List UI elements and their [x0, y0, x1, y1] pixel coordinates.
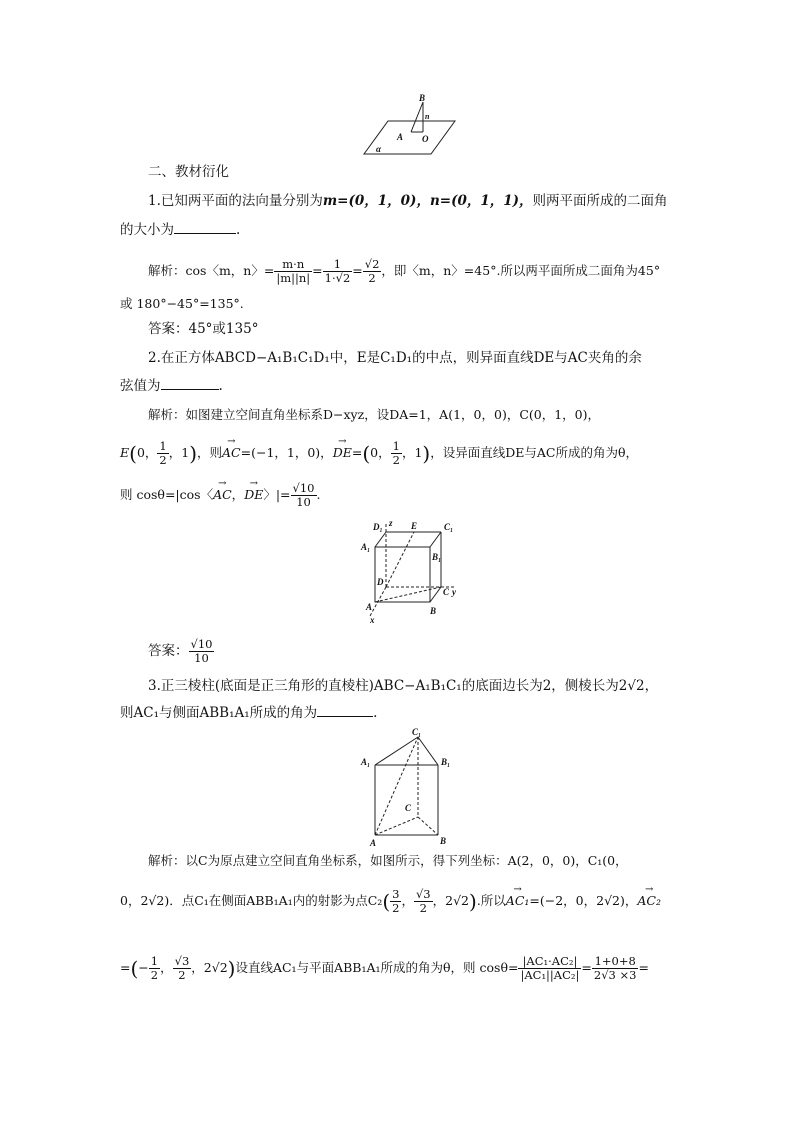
figure-cube: [360, 515, 470, 625]
frac-root2-num: √2: [364, 257, 380, 271]
problem-1-answer: 答案：45°或135°: [148, 321, 259, 337]
answer-blank-1[interactable]: [174, 233, 236, 234]
vector-ac1: → AC₁: [506, 891, 530, 911]
sol2-tail: ，设异面直线DE与AC所成的角为θ，: [430, 445, 638, 460]
svg-text:A: A: [366, 602, 373, 612]
problem-3-solution-line3: =(− $\frac{1}{2}$ ， $\frac{√3}{2}$ ，2√2)设直线AC₁与平面ABB₁A₁所成的角为θ，则 cosθ= $\frac{\text{|AC₁·AC₂|}}{\text{|AC₁||AC₂|}}$ = $\frac{1+0+8}{2√3 \times 3}$ =: [120, 954, 649, 982]
sol2-e-z: 1: [181, 445, 190, 460]
problem-2-answer: 答案： $\frac{√10}{10}$: [148, 637, 213, 665]
label-o: O: [422, 134, 429, 144]
sol2-de-eq: =: [351, 445, 363, 460]
frac-mn-num: m·n: [274, 258, 312, 272]
q3-line2: 则AC₁与侧面ABB₁A₁所成的角为: [120, 705, 318, 721]
svg-text:C: C: [443, 587, 450, 597]
problem-2-solution-line2: E(0， $\frac{1}{2}$ ，1)，则→ AC=(−1，1，0)，→ DE=(0， $\frac{1}{2}$ ，1)，设异面直线DE与AC所成的角为θ，: [120, 440, 638, 467]
sol1-cos: cos〈m，n〉=: [185, 263, 275, 278]
q3-number: 3.: [148, 678, 161, 694]
problem-3-question-line2: 则AC₁与侧面ABB₁A₁所成的角为 .: [120, 705, 378, 721]
answer-blank-3[interactable]: [317, 716, 373, 717]
problem-2-question-line2: 弦值为 .: [120, 378, 223, 394]
vector-ac: → AC: [222, 443, 241, 463]
answer-2-frac: $\frac{√10}{10}$: [190, 637, 213, 665]
q1-n: n=(0，1，1)，: [429, 193, 533, 209]
segment-ab: [411, 102, 423, 132]
problem-1-solution-line2: 或 180°−45°=135°.: [120, 296, 244, 311]
frac-root2: [363, 258, 382, 285]
figure-plane-normal: [360, 90, 460, 160]
problem-1-solution: 解析：cos〈m，n〉= $\frac{m\cdot n}{|m||n|}$ = $\frac{1}{1\cdot√2}$ = $\frac{√2}{2}$ ，即〈m，n〉=45°.所以两平面所成二面角为45°: [148, 257, 661, 285]
frac-cos-vectors: $\frac{\text{|AC₁·AC₂|}}{\text{|AC₁||AC₂|}}$: [520, 954, 580, 982]
frac-neg-half: $\frac{1}{2}$: [150, 954, 159, 982]
q1-line2: 的大小为: [120, 222, 174, 238]
svg-text:D₁: D₁: [373, 522, 383, 532]
svg-text:E: E: [411, 521, 418, 531]
sol1-post: ，即〈m，n〉=45°.所以两平面所成二面角为45°: [381, 263, 661, 278]
sol2-de-x: 0: [370, 445, 379, 460]
sol2-line1: 如图建立空间直角坐标系D−xyz，设DA=1，A(1，0，0)，C(0，1，0)，: [185, 407, 601, 422]
label-n: n: [425, 112, 430, 121]
q2-text: 在正方体ABCD−A₁B₁C₁D₁中，E是C₁D₁的中点，则异面直线DE与AC夹角的余: [160, 350, 642, 366]
frac-half-de: $\frac{1}{2}$: [392, 439, 400, 467]
label-alpha: α: [376, 144, 381, 154]
section-title: 二、教材衍化: [148, 164, 229, 180]
q1-number: 1.: [148, 193, 161, 209]
svg-text:C: C: [405, 803, 412, 813]
vector-de: → DE: [333, 443, 352, 463]
svg-text:C₁: C₁: [444, 522, 454, 532]
vector-ac-2: → AC: [213, 485, 232, 505]
problem-3-solution-line2: 0，2√2)．点C₁在侧面ABB₁A₁内的射影为点C₂( $\frac{3}{2}$ ， $\frac{√3}{2}$ ，2√2).所以→ AC₁=(−2，0，2√2)，→ AC₂: [120, 888, 661, 915]
problem-3-solution-line1: 解析：以C为原点建立空间直角坐标系，如图所示，得下列坐标：A(2，0，0)，C₁(0，: [148, 853, 628, 868]
problem-2-solution-line1: [148, 405, 600, 425]
problem-1-question-line2: 的大小为 .: [120, 222, 241, 238]
frac-one-num: 1: [323, 258, 353, 272]
frac-root10: $\frac{√10}{10}$: [292, 481, 315, 509]
svg-text:A: A: [370, 838, 377, 848]
svg-text:B₁: B₁: [441, 757, 451, 767]
q3-text: 正三棱柱(底面是正三角形的直棱柱)ABC−A₁B₁C₁的底面边长为2，侧棱长为2√2，: [160, 678, 659, 694]
svg-text:z: z: [389, 518, 393, 528]
sol2-label: 解析：: [148, 407, 186, 422]
problem-2-solution-line3: 则 cosθ=|cos〈→ AC，→ DE〉|= $\frac{√10}{10}$ .: [120, 482, 320, 509]
label-a: A: [397, 132, 404, 142]
q2-line2: 弦值为: [120, 378, 161, 394]
segment-de: [386, 532, 414, 587]
frac-mn-den: |m||n|: [276, 271, 311, 285]
svg-text:A₁: A₁: [361, 542, 371, 552]
frac-one: [323, 258, 353, 285]
svg-text:x: x: [370, 615, 375, 625]
sol2-ac-pre: 则: [209, 445, 223, 460]
sol2-cos-pre: 则 cosθ=|cos〈: [120, 487, 214, 502]
frac-half-e: $\frac{1}{2}$: [159, 439, 167, 467]
svg-text:A₁: A₁: [361, 757, 371, 767]
frac-root2-den: 2: [368, 271, 376, 285]
segment-ac1: [375, 737, 418, 835]
svg-text:y: y: [452, 587, 456, 597]
svg-text:B₁: B₁: [432, 552, 442, 562]
sol2-ac-val: =(−1，1，0)，: [240, 445, 333, 460]
sol1-label: 解析：: [148, 263, 186, 278]
vector-ac2: → AC₂: [637, 891, 661, 911]
svg-text:D: D: [377, 577, 384, 587]
sol2-e: E: [120, 445, 130, 460]
svg-text:C₁: C₁: [412, 727, 422, 737]
frac-root3-half-2: $\frac{√3}{2}$: [174, 954, 190, 982]
svg-text:B: B: [430, 606, 437, 616]
frac-one-den: 1·√2: [324, 271, 351, 285]
problem-3-question: [148, 676, 658, 696]
frac-three-halves: $\frac{3}{2}$: [392, 887, 400, 915]
q1-post: 则两平面所成的二面角: [532, 193, 668, 209]
q1-pre: 已知两平面的法向量分别为: [160, 193, 323, 209]
svg-text:B: B: [440, 836, 447, 846]
problem-2-question: [148, 348, 642, 368]
q1-m: m=(0，1，0)，: [322, 193, 430, 209]
label-b: B: [419, 93, 426, 103]
frac-mn: [274, 258, 312, 285]
figure-prism: [360, 725, 460, 850]
problem-1-question: [148, 191, 668, 211]
frac-cos-value: $\frac{1+0+8}{2√3 \times 3}$: [593, 954, 637, 982]
answer-blank-2[interactable]: [161, 389, 219, 390]
q2-number: 2.: [148, 350, 161, 366]
frac-root3-half: $\frac{√3}{2}$: [415, 887, 431, 915]
vector-de-2: → DE: [244, 485, 263, 505]
sol2-de-z: 1: [414, 445, 423, 460]
